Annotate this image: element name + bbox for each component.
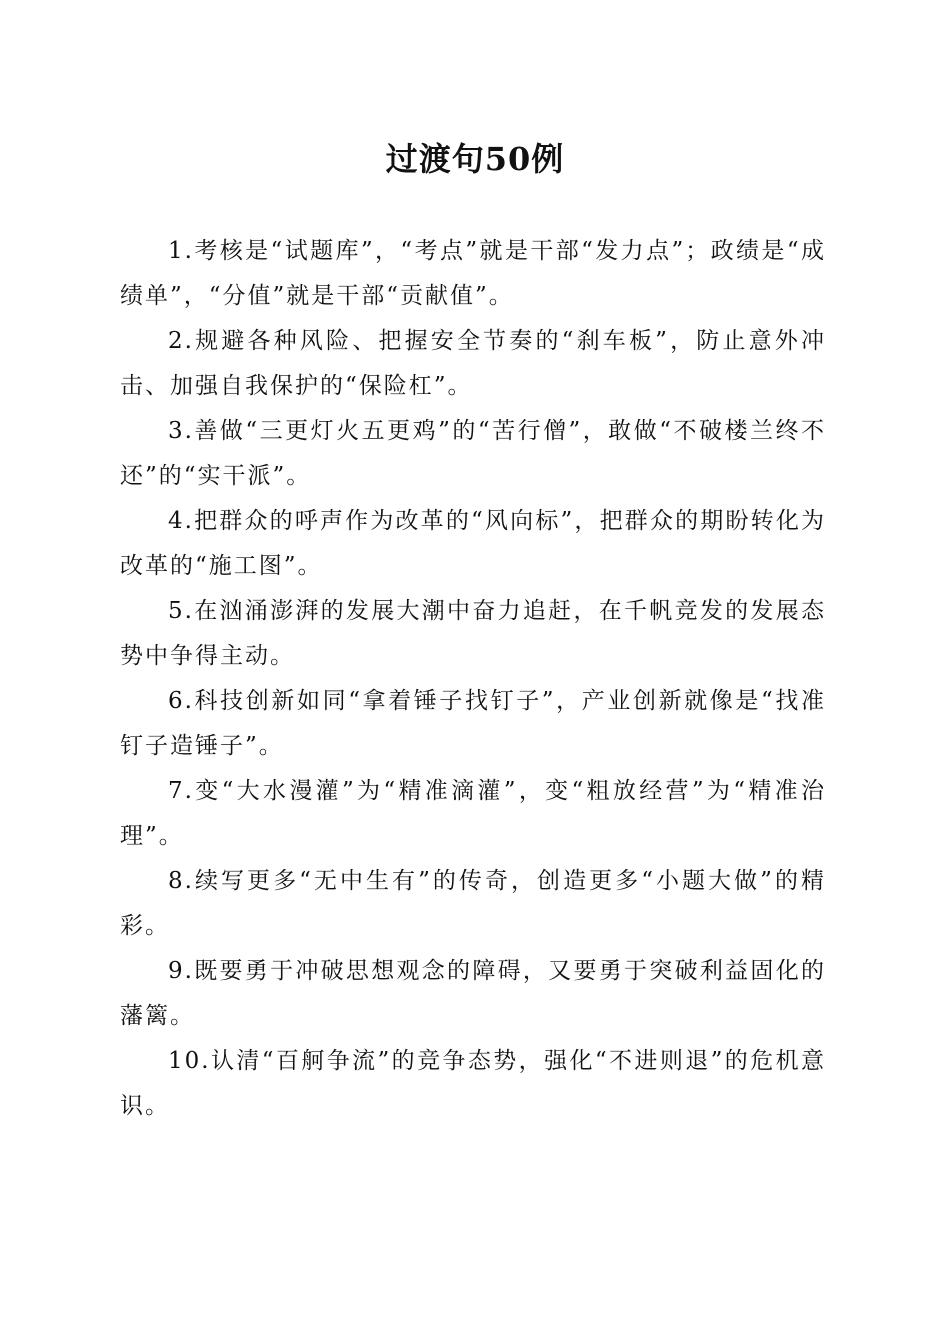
paragraph-1: 1.考核是“试题库”，“考点”就是干部“发力点”；政绩是“成绩单”，“分值”就是干部“贡献值”。 <box>120 238 826 309</box>
paragraph-2: 2.规避各种风险、把握安全节奏的“刹车板”，防止意外冲击、加强自我保护的“保险杠”。 <box>120 328 826 399</box>
paragraph-8: 8.续写更多“无中生有”的传奇，创造更多“小题大做”的精彩。 <box>120 868 826 939</box>
paragraph-7: 7.变“大水漫灌”为“精准滴灌”，变“粗放经营”为“精准治理”。 <box>120 778 826 849</box>
paragraph-5: 5.在汹涌澎湃的发展大潮中奋力追赶，在千帆竞发的发展态势中争得主动。 <box>120 598 826 669</box>
paragraph-3: 3.善做“三更灯火五更鸡”的“苦行僧”，敢做“不破楼兰终不还”的“实干派”。 <box>120 418 826 489</box>
document-body <box>120 229 826 1129</box>
paragraph-10: 10.认清“百舸争流”的竞争态势，强化“不进则退”的危机意识。 <box>120 1048 826 1119</box>
paragraph-4: 4.把群众的呼声作为改革的“风向标”，把群众的期盼转化为改革的“施工图”。 <box>120 508 826 579</box>
page-title: 过渡句50例 <box>385 140 565 178</box>
paragraph-9: 9.既要勇于冲破思想观念的障碍，又要勇于突破利益固化的藩篱。 <box>120 958 826 1029</box>
paragraph-6: 6.科技创新如同“拿着锤子找钉子”，产业创新就像是“找准钉子造锤子”。 <box>120 688 826 759</box>
